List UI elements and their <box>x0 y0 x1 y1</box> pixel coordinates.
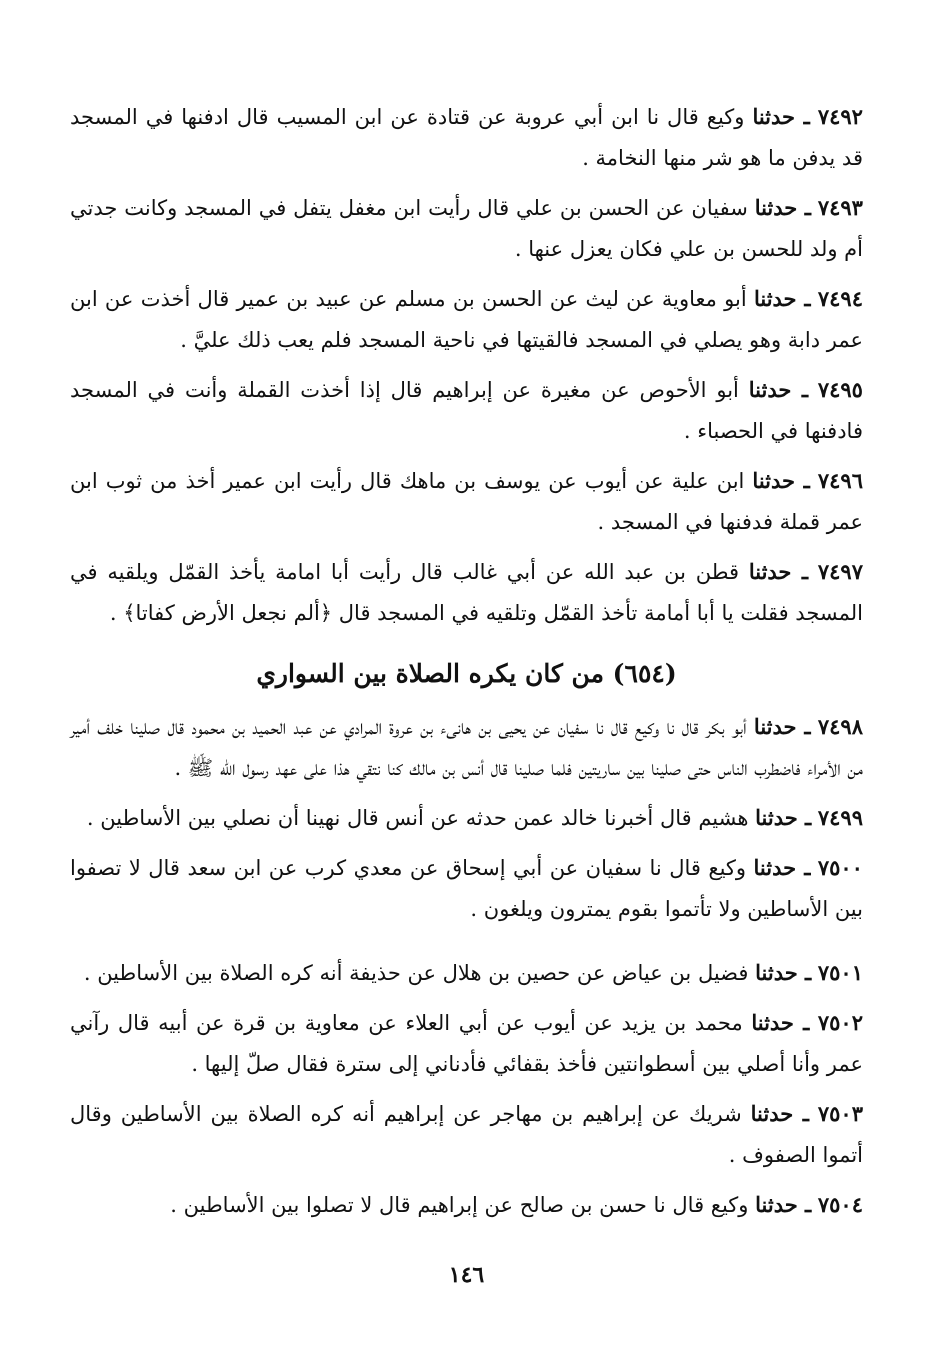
hadith-entry <box>70 187 863 270</box>
hadith-lead: ـ حدثنا <box>748 377 808 402</box>
hadith-entry <box>70 706 863 789</box>
hadith-number: ٧٥٠٣ <box>817 1101 863 1126</box>
hadith-entry <box>70 96 863 179</box>
hadith-number: ٧٤٩٤ <box>817 286 863 311</box>
hadith-number: ٧٤٩٢ <box>817 104 863 129</box>
hadith-lead: ـ حدثنا <box>750 1101 809 1126</box>
hadith-number: ٧٤٩٩ <box>817 805 863 830</box>
hadith-text: ابن علية عن أيوب عن يوسف بن ماهك قال رأيت ابن عمير أخذ من ثوب ابن عمر قملة فدفنها في المسجد . <box>70 469 863 534</box>
hadith-entry <box>70 278 863 361</box>
hadith-lead: ـ حدثنا <box>751 1010 810 1035</box>
hadith-entry <box>70 1093 863 1176</box>
hadith-text: أبو بكر قال نا وكيع قال نا سفيان عن يحيى بن هانىء بن عروة المرادي عن عبد الحميد بن محمود قال صلينا خلف أمير من الأمراء فاضطرب الناس حتى صلينا بين ساريتين فلما صلينا قال أنس بن مالك كنا نتقي هذا على عهد رسول الله ﷺ . <box>70 715 863 780</box>
hadith-lead: ـ حدثنا <box>753 714 811 739</box>
hadith-text: شريك عن إبراهيم بن مهاجر عن إبراهيم أنه كره الصلاة بين الأساطين وقال أتموا الصفوف . <box>70 1102 863 1167</box>
hadith-text: وكيع قال نا سفيان عن أبي إسحاق عن معدي كرب عن ابن سعد قال لا تصفوا بين الأساطين ولا تأتموا بقوم يمترون ويلغون . <box>70 856 863 921</box>
hadith-entry <box>70 460 863 543</box>
page-content <box>70 96 863 1226</box>
hadith-entry <box>70 369 863 452</box>
hadith-text: فضيل بن عياض عن حصين بن هلال عن حذيفة أنه كره الصلاة بين الأساطين . <box>83 961 749 985</box>
hadith-entry <box>70 1002 863 1085</box>
hadith-group-a <box>70 96 863 634</box>
hadith-text: وكيع قال نا ابن أبي عروبة عن قتادة عن ابن المسيب قال ادفنها في المسجد قد يدفن ما هو شر منها النخامة . <box>70 105 863 170</box>
hadith-text: محمد بن يزيد عن أيوب عن أبي العلاء عن معاوية بن قرة عن أبيه قال رآني عمر وأنا أصلي بين أسطوانتين فأخذ بقفائي فأدناني إلى سترة فقال صلّ إليها . <box>70 1011 863 1076</box>
hadith-entry <box>70 551 863 634</box>
hadith-lead: ـ حدثنا <box>753 286 811 311</box>
hadith-number: ٧٤٩٦ <box>817 468 863 493</box>
hadith-lead: ـ حدثنا <box>752 468 810 493</box>
hadith-text: هشيم قال أخبرنا خالد عمن حدثه عن أنس قال نهينا أن نصلي بين الأساطين . <box>86 806 749 830</box>
hadith-lead: ـ حدثنا <box>753 855 811 880</box>
hadith-number: ٧٥٠٢ <box>817 1010 863 1035</box>
hadith-number: ٧٥٠٠ <box>817 855 863 880</box>
hadith-text: أبو الأحوص عن مغيرة عن إبراهيم قال إذا أخذت القملة وأنت في المسجد فادفنها في الحصباء . <box>70 378 863 443</box>
hadith-text: سفيان عن الحسن بن علي قال رأيت ابن مغفل يتفل في المسجد وكانت جدتي أم ولد للحسن بن علي فكان يعزل عنها . <box>70 196 863 261</box>
hadith-text: وكيع قال نا حسن بن صالح عن إبراهيم قال لا تصلوا بين الأساطين . <box>170 1193 749 1217</box>
hadith-number: ٧٥٠٤ <box>817 1192 863 1217</box>
page-number: ١٤٦ <box>448 1262 485 1288</box>
hadith-number: ٧٥٠١ <box>817 960 863 985</box>
hadith-lead: ـ حدثنا <box>755 1192 812 1217</box>
hadith-lead: ـ حدثنا <box>755 960 812 985</box>
hadith-number: ٧٤٩٥ <box>817 377 863 402</box>
hadith-group-b <box>70 706 863 930</box>
hadith-lead: ـ حدثنا <box>752 104 810 129</box>
hadith-entry <box>70 1184 863 1226</box>
hadith-entry <box>70 797 863 839</box>
hadith-entry <box>70 952 863 994</box>
hadith-number: ٧٤٩٣ <box>817 195 863 220</box>
hadith-lead: ـ حدثنا <box>755 805 812 830</box>
hadith-text: أبو معاوية عن ليث عن الحسن بن مسلم عن عبيد بن عمير قال أخذت عن ابن عمر دابة وهو يصلي في المسجد فالقيتها في ناحية المسجد فلم يعب ذلك عليَّ . <box>70 287 863 352</box>
hadith-number: ٧٤٩٨ <box>817 714 863 739</box>
hadith-lead: ـ حدثنا <box>754 195 811 220</box>
hadith-lead: ـ حدثنا <box>748 559 809 584</box>
chapter-heading: (٦٥٤) من كان يكره الصلاة بين السواري <box>256 659 677 688</box>
hadith-group-c <box>70 952 863 1226</box>
hadith-number: ٧٤٩٧ <box>817 559 863 584</box>
hadith-entry <box>70 847 863 930</box>
hadith-text: قطن بن عبد الله عن أبي غالب قال رأيت أبا امامة يأخذ القمّل ويلقيه في المسجد فقلت يا أبا أمامة تأخذ القمّل وتلقيه في المسجد قال ﴿ألم نجعل الأرض كفاتا﴾ . <box>70 560 863 625</box>
